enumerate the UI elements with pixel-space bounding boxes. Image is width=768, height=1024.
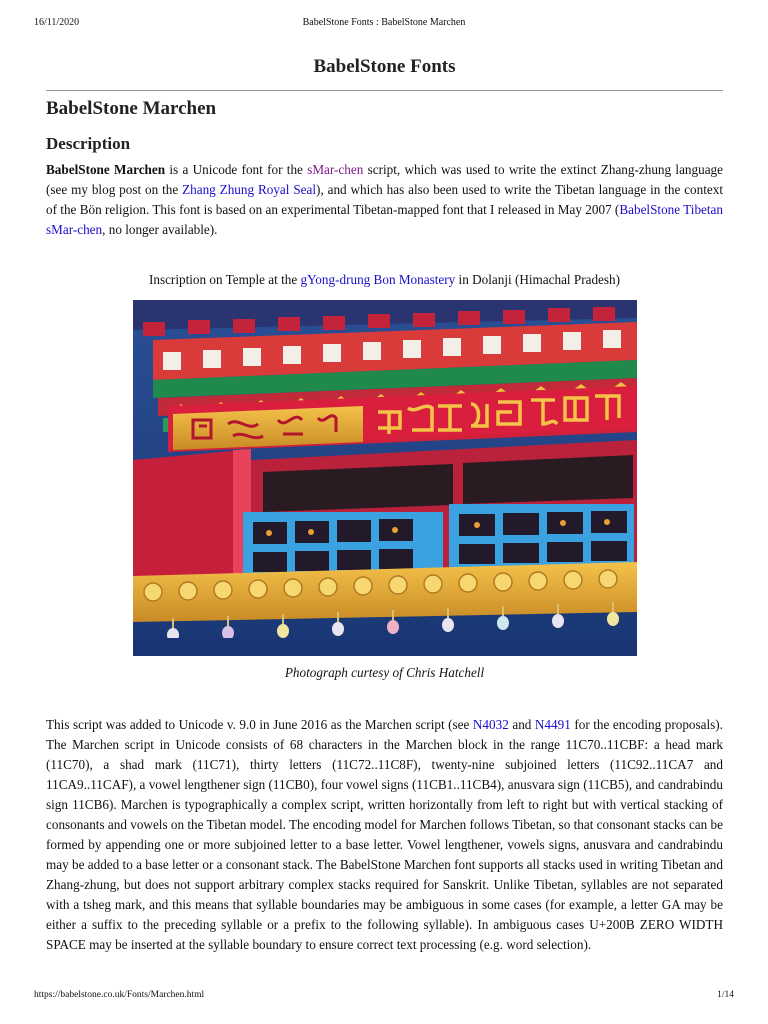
temple-inscription-photo [133,300,637,656]
link-n4032[interactable]: N4032 [472,717,509,732]
link-babelstone-tibetan-smar-chen[interactable]: BabelStone Tibetan sMar-chen [46,202,724,237]
link-n4491[interactable]: N4491 [534,717,571,732]
intro-text-3: ), and which has also been used to write the Tibetan language in the context of the Bön religion. This font is based on an experimental Tibetan-mapped font that I released in May 2007 ( [46,182,724,217]
print-header [34,17,734,31]
print-page-number: 1/14 [717,990,734,1000]
link-smar-chen[interactable]: sMar-chen [307,162,364,177]
caption-text-1: Inscription on Temple at the [148,272,301,287]
caption-text-2: in Dolanji (Himachal Pradesh) [455,272,621,287]
link-zhang-zhung-royal-seal[interactable]: Zhang Zhung Royal Seal [182,182,317,197]
intro-text-2: script, which was used to write the extinct Zhang-zhung language (see my blog post on the [46,162,724,197]
print-footer [34,990,734,1004]
intro-text-4: , no longer available). [102,222,218,237]
page-heading: BabelStone Marchen [46,98,217,119]
header-divider [46,90,723,91]
font-name-bold: BabelStone Marchen [46,162,166,177]
unicode-paragraph [46,715,723,955]
print-date: 16/11/2020 [34,17,80,28]
body-text-2: and [508,717,535,732]
body-text-3: for the encoding proposals). The Marchen script in Unicode consists of 68 characters in the Marchen block in the range 11C70..11CBF: a head mark (11C70), a shad mark (11C71), thirty letters (11C72..11C8F), twenty-nine subjoined letters (11C92..11CA7 and 11CA9..11CAF), a vowel lengthener sign (11CB0), four vowel signs (11CB1..11CB4), anusvara sign (11CB5), and candrabindu sign 11CB6). Marchen is typographically a complex script, written horizontally from left to right but with vertical stacking of consonants and vowels on the Tibetan model. The encoding model for Marchen follows Tibetan, so that consonant stacks can be formed by appending one or more subjoined letter to a base letter. Vowel lengthener, vowels signs, anusvara and candrabindu may be added to a base letter or a consonant stack. The BabelStone Marchen font supports all stacks used in writing Tibetan and Zhang-zhung, but does not support arbitrary complex stacks required for Sanskrit. Unlike Tibetan, syllables are not separated with a tsheg mark, and this means that syllable boundaries may be ambiguous in some cases (for example, a letter GA may be either a suffix to the preceding syllable or a prefix to the following syllable). In ambiguous cases U+200B ZERO WIDTH SPACE may be inserted at the syllable boundary to ensure correct text processing (e.g. word selection). [46,717,723,952]
print-url: https://babelstone.co.uk/Fonts/Marchen.html [34,990,205,1000]
figure-caption [46,270,723,290]
intro-paragraph [46,160,723,240]
body-text-1: This script was added to Unicode v. 9.0 in June 2016 as the Marchen script (see [46,717,473,732]
intro-text-1: is a Unicode font for the [165,162,308,177]
print-page-title: BabelStone Fonts : BabelStone Marchen [302,17,466,28]
temple-photo-illustration [133,300,637,656]
link-gyong-drung-bon-monastery[interactable]: gYong-drung Bon Monastery [300,272,456,287]
site-title: BabelStone Fonts [313,56,456,77]
photo-credit: Photograph curtesy of Chris Hatchell [284,665,485,680]
section-heading-description: Description [46,134,131,153]
